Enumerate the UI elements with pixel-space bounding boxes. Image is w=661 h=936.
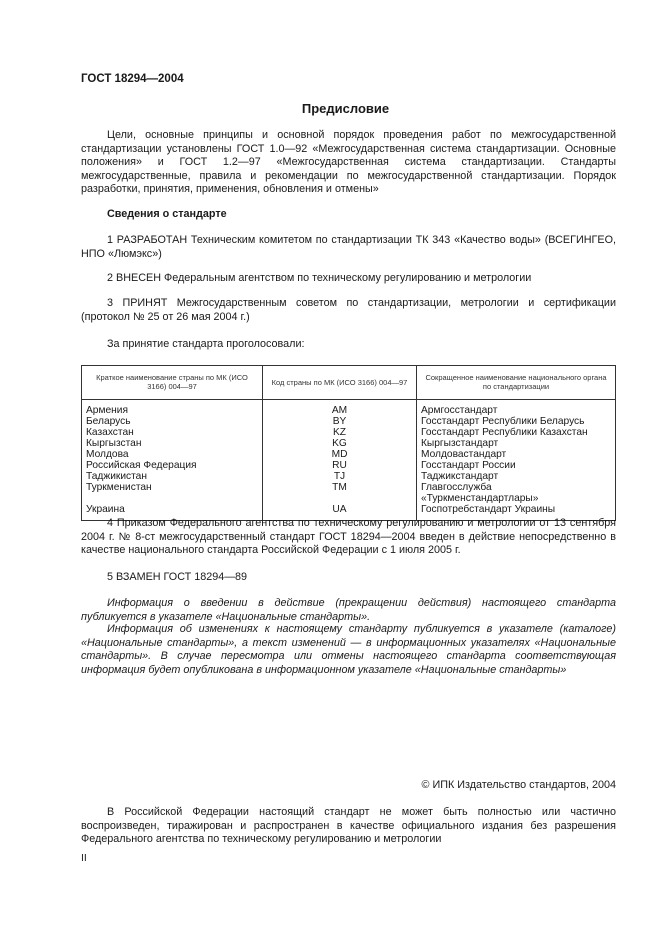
header-country-code: Код страны по МК (ИСО 3166) 004—97 (263, 366, 417, 400)
standards-body: Главгосслужба «Туркменстандартлары» (417, 482, 616, 504)
item-5-text: 5 ВЗАМЕН ГОСТ 18294—89 (107, 571, 248, 583)
table-row (82, 438, 616, 449)
intro-text: Цели, основные принципы и основной порядок проведения работ по межгосударственной стандартизации установлены ГОСТ 1.0—92 «Межгосударственная система стандартизации. Основные положения» и ГОСТ 1.2—97 «Межгосударственная система стандартизации. Стандарты межгосударственные, правила и рекомендации по межгосударственной стандартизации. Порядок разработки, принятия, применения, обновления и отмены» (81, 129, 616, 195)
item-3 (81, 297, 616, 324)
standards-body: Госстандарт Республики Казахстан (417, 427, 616, 438)
section-heading-text: Сведения о стандарте (107, 208, 227, 220)
intro-paragraph (81, 129, 616, 197)
country-name: Кыргызстан (82, 438, 263, 449)
notice-text: В Российской Федерации настоящий стандарт не может быть полностью или частично воспроизведен, тиражирован и распространен в качестве официального издания без разрешения Федерального агентства по техническому регулированию и метрологии (81, 806, 616, 845)
table-row (82, 471, 616, 482)
country-code: KG (263, 438, 417, 449)
item-1-text: 1 РАЗРАБОТАН Техническим комитетом по стандартизации ТК 343 «Качество воды» (ВСЕГИНГЕО, НПО «Люмэкс») (81, 234, 616, 260)
item-2 (81, 272, 616, 286)
item-1 (81, 234, 616, 261)
table-row (82, 482, 616, 504)
country-code: TM (263, 482, 417, 504)
standards-body: Госстандарт России (417, 460, 616, 471)
reproduction-notice (81, 806, 616, 847)
info-1-text: Информация о введении в действие (прекращении действия) настоящего стандарта публикуется в указателе «Национальные стандарты». (81, 597, 616, 623)
standards-body: Кыргызстандарт (417, 438, 616, 449)
info-paragraph-1 (81, 597, 616, 624)
country-name: Казахстан (82, 427, 263, 438)
vote-intro (81, 338, 616, 352)
header-country-name: Краткое наименование страны по МК (ИСО 3166) 004—97 (82, 366, 263, 400)
country-code: MD (263, 449, 417, 460)
item-4-text: 4 Приказом Федерального агентства по техническому регулированию и метрологии от 13 сентября 2004 г. № 8-ст межгосударственный стандарт ГОСТ 18294—2004 введен в действие непосредственно в качестве национального стандарта Российской Федерации с 1 июля 2005 г. (81, 517, 616, 556)
country-code: KZ (263, 427, 417, 438)
info-paragraph-2 (81, 623, 616, 677)
item-5 (81, 571, 616, 585)
document-header: ГОСТ 18294—2004 (81, 73, 184, 85)
standards-body: Таджикстандарт (417, 471, 616, 482)
page-title: Предисловие (301, 101, 390, 116)
table-row (82, 427, 616, 438)
table-row (82, 400, 616, 417)
country-name: Таджикистан (82, 471, 263, 482)
country-name: Украина (82, 504, 263, 521)
country-name: Туркменистан (82, 482, 263, 504)
country-code: UA (263, 504, 417, 521)
info-2-text: Информация об изменениях к настоящему стандарту публикуется в указателе (каталоге) «Национальные стандарты», а текст изменений — в информационных указателях «Национальные стандарты». В случае пересмотра или отмены настоящего стандарта соответствующая информация будет опубликована в информационном указателе «Национальные стандарты» (81, 623, 616, 676)
country-name: Молдова (82, 449, 263, 460)
standards-body: Молдовастандарт (417, 449, 616, 460)
voting-table (81, 365, 616, 521)
country-code: BY (263, 416, 417, 427)
vote-intro-text: За принятие стандарта проголосовали: (107, 338, 305, 350)
country-code: RU (263, 460, 417, 471)
country-name: Российская Федерация (82, 460, 263, 471)
country-name: Армения (82, 400, 263, 417)
table-header-row (82, 366, 616, 400)
item-2-text: 2 ВНЕСЕН Федеральным агентством по техническому регулированию и метрологии (107, 272, 532, 284)
item-3-text: 3 ПРИНЯТ Межгосударственным советом по стандартизации, метрологии и сертификации (протокол № 25 от 26 мая 2004 г.) (81, 297, 616, 323)
page-number: II (81, 852, 87, 864)
section-heading (81, 208, 616, 222)
table-row (82, 416, 616, 427)
item-4 (81, 517, 616, 558)
table-row (82, 460, 616, 471)
country-name: Беларусь (82, 416, 263, 427)
country-code: AM (263, 400, 417, 417)
standards-body: Госпотребстандарт Украины (417, 504, 616, 521)
copyright: © ИПК Издательство стандартов, 2004 (421, 779, 616, 791)
standards-body: Армгосстандарт (417, 400, 616, 417)
header-standards-body: Сокращенное наименование национального органа по стандартизации (417, 366, 616, 400)
standards-body: Госстандарт Республики Беларусь (417, 416, 616, 427)
country-code: TJ (263, 471, 417, 482)
table-row (82, 449, 616, 460)
